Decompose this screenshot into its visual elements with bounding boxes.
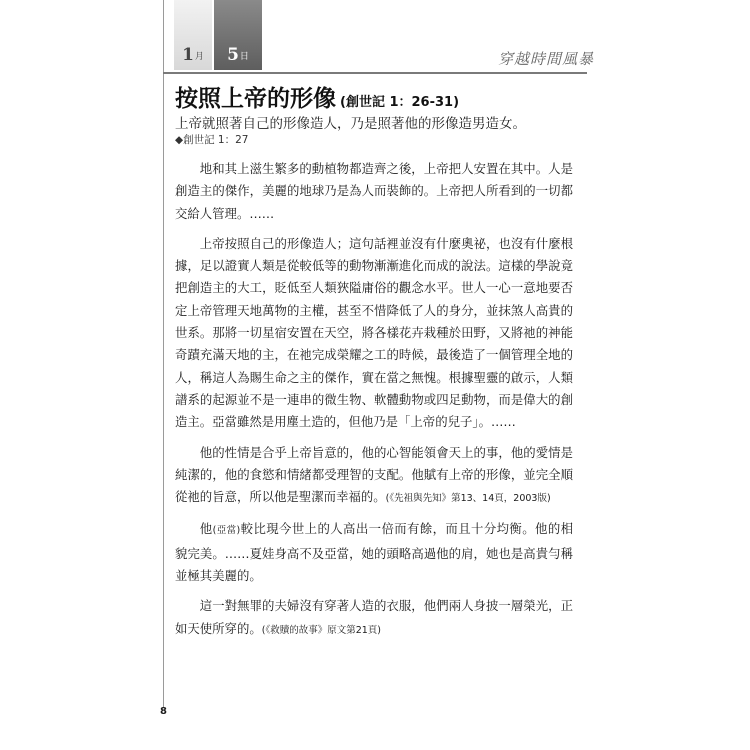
day-tab <box>214 0 262 70</box>
inline-citation: (亞當) <box>212 525 241 537</box>
paragraph-1 <box>175 158 573 225</box>
verse-reference: ◆創世記 1：27 <box>175 134 249 146</box>
margin-rule <box>163 0 164 708</box>
paragraph-3 <box>175 442 573 511</box>
header-rule <box>163 72 587 74</box>
paragraph-text: 他 <box>199 521 213 537</box>
paragraph-2 <box>175 233 573 434</box>
page-title <box>175 80 459 113</box>
paragraph-text: 這一對無罪的夫婦沒有穿著人造的衣服，他們兩人身披一層榮光，正如天使所穿的。 <box>175 598 573 636</box>
month-tab <box>174 0 212 70</box>
verse-text: 上帝就照著自己的形像造人，乃是照著他的形像造男造女。 <box>175 116 526 132</box>
paragraph-text: 他的性情是合乎上帝旨意的，他的心智能領會天上的事，他的愛情是純潔的，他的食慾和情緒都受理智的支配。他賦有上帝的形像，並完全順從祂的旨意，所以他是聖潔而幸福的。 <box>175 444 573 505</box>
article-body <box>175 158 573 650</box>
citation: (《救贖的故事》原文第21頁) <box>261 624 381 636</box>
paragraph-text: 上帝按照自己的形像造人；這句話裡並沒有什麼奧祕，也沒有什麼根據，足以證實人類是從較低等的動物漸漸進化而成的說法。這樣的學說竟把創造主的大工，貶低至人類狹隘庸俗的觀念水平。世人一心一意地要否定上帝管理天地萬物的主權，甚至不惜降低了人的身分，並抹煞人高貴的世系。那將一切星宿安置在天空，將各樣花卉栽種於田野，又將祂的神能奇蹟充滿天地的主，在祂完成榮耀之工的時候，最後造了一個管理全地的人，稱這人為賜生命之主的傑作，實在當之無愧。根據聖靈的啟示，人類譜系的起源並不是一連串的微生物、軟體動物或四足動物，而是偉大的創造主。亞當雖然是用塵土造的，但他乃是「上帝的兒子」。…… <box>175 235 573 430</box>
month-number: 1 <box>182 45 194 65</box>
title-main: 按照上帝的形像 <box>175 86 336 112</box>
day-number: 5 <box>227 45 239 65</box>
paragraph-4 <box>175 518 573 587</box>
paragraph-text-after: 較比現今世上的人高出一倍而有餘，而且十分均衡。他的相貌完美。……夏娃身高不及亞當，她的頭略高過他的肩，她也是高貴勻稱並極其美麗的。 <box>175 521 574 584</box>
page-number: 8 <box>160 706 167 717</box>
day-unit: 日 <box>239 52 249 63</box>
series-title: 穿越時間風暴 <box>498 50 595 68</box>
title-reference: (創世記 1：26-31) <box>340 95 460 110</box>
citation: (《先祖與先知》第13、14頁，2003版) <box>385 493 551 505</box>
paragraph-text: 地和其上滋生繁多的動植物都造齊之後，上帝把人安置在其中。人是創造主的傑作，美麗的地球乃是為人而裝飾的。上帝把人所看到的一切都交給人管理。…… <box>175 161 573 221</box>
month-unit: 月 <box>194 52 204 63</box>
paragraph-5 <box>175 595 573 642</box>
